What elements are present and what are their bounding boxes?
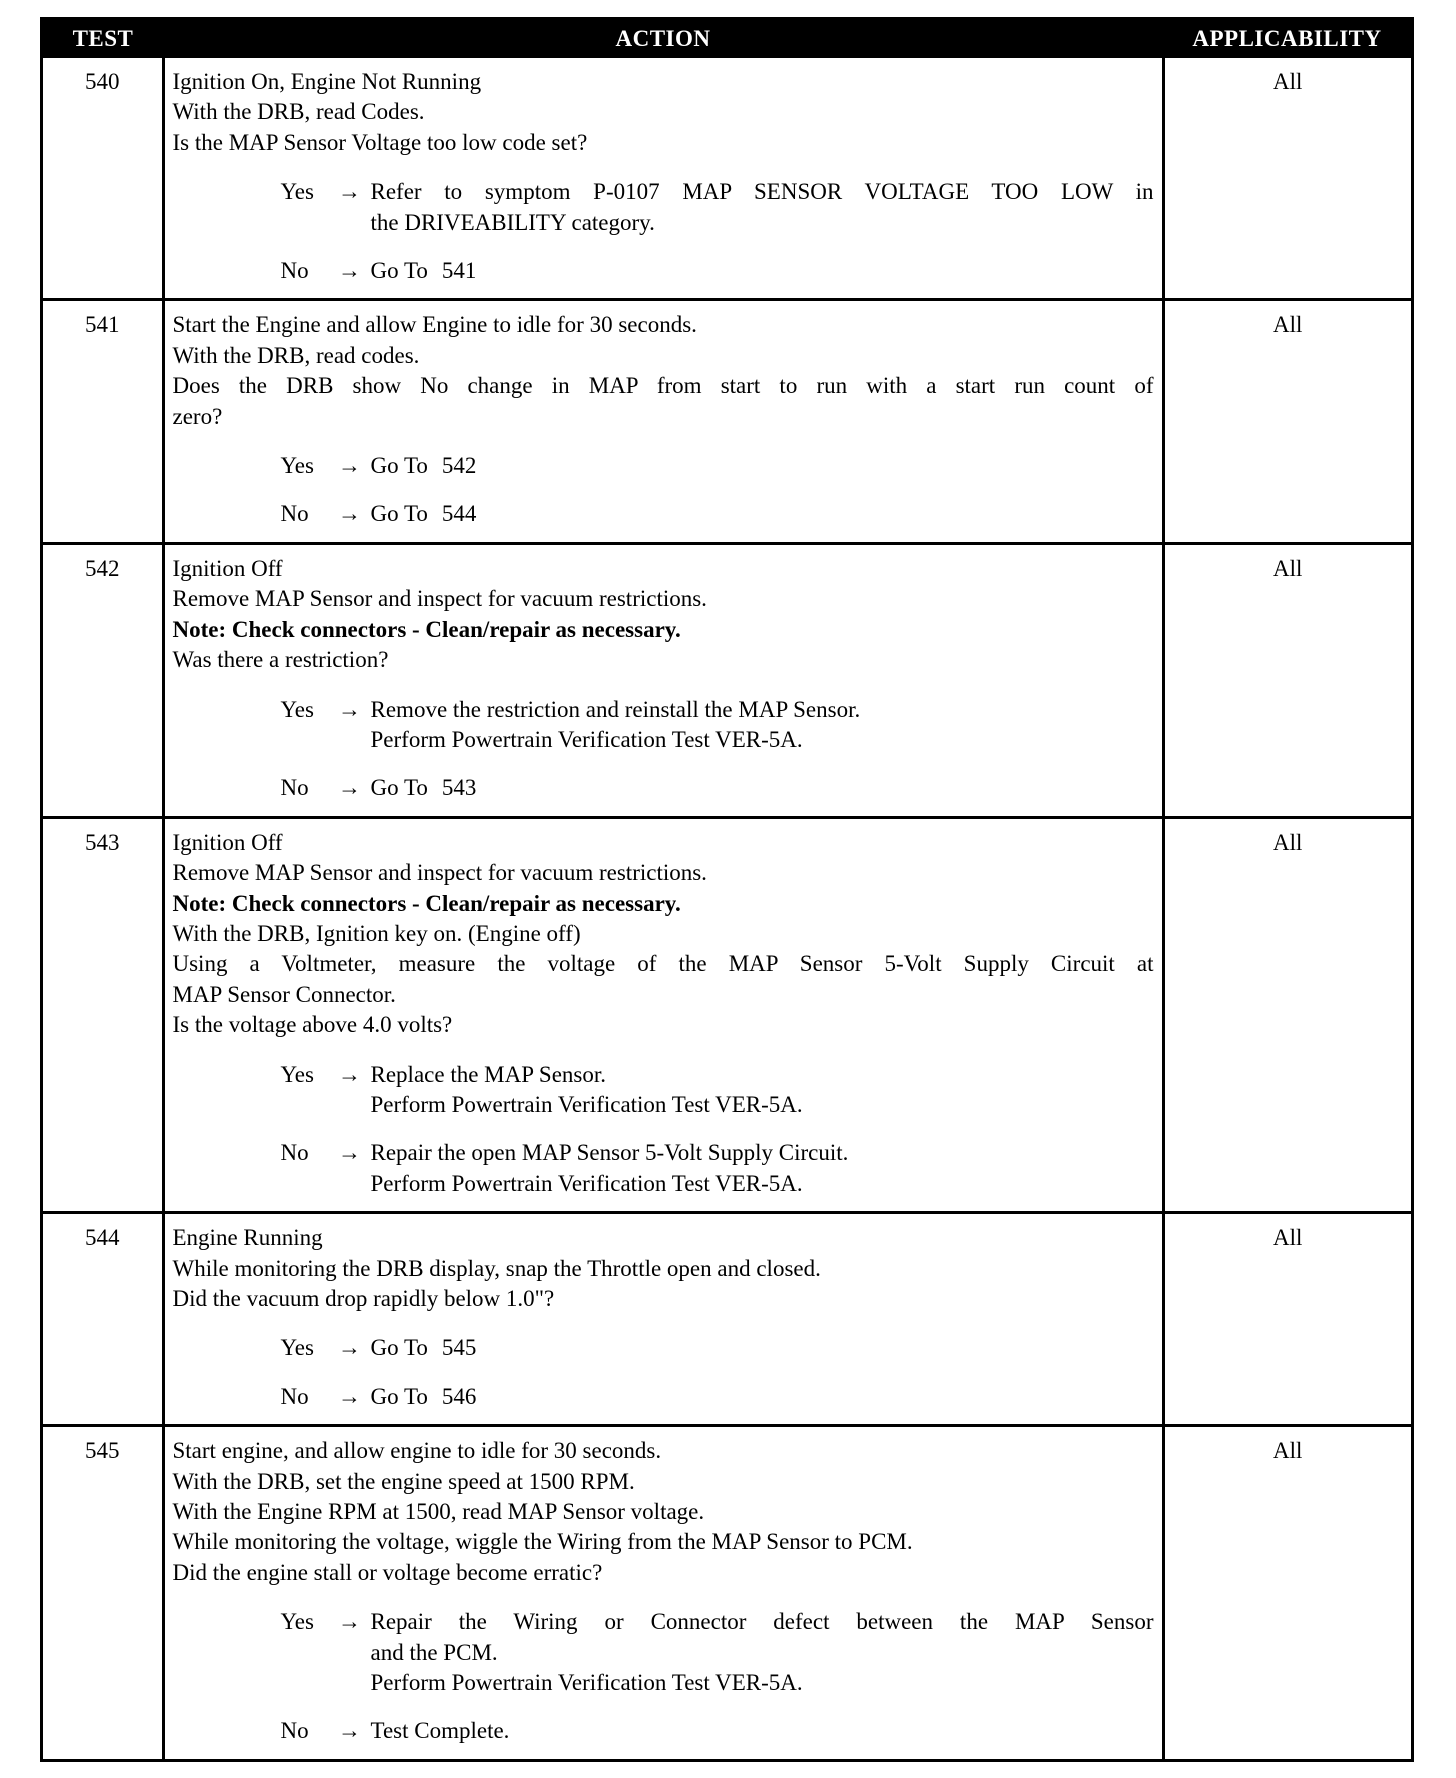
action-cell	[163, 543, 1163, 817]
outcome-line: Remove the restriction and reinstall the MAP Sensor.	[370, 696, 861, 722]
action-step: Remove MAP Sensor and inspect for vacuum restrictions.	[172, 586, 707, 612]
outcome-label: Yes	[280, 453, 314, 479]
applicability: All	[1163, 1426, 1411, 1759]
outcome-line: the DRIVEABILITY category.	[370, 209, 655, 235]
outcome-text	[371, 695, 1154, 756]
outcome-no	[281, 499, 1154, 529]
right-arrow-icon: →	[338, 1140, 361, 1166]
action-step: Is the voltage above 4.0 volts?	[172, 1012, 453, 1038]
table-row	[43, 1213, 1411, 1426]
action-step: Engine Running	[172, 1225, 323, 1251]
header-row	[43, 20, 1411, 58]
outcome-yes	[281, 1060, 1154, 1121]
outcome-line: Repair the Wiring or Connector defect between the MAP Sensor	[370, 1609, 1154, 1635]
right-arrow-icon: →	[338, 501, 361, 527]
test-number: 545	[43, 1426, 163, 1759]
goto-label: Go To	[370, 775, 428, 801]
action-steps	[173, 554, 1154, 676]
outcome-no	[281, 773, 1154, 803]
test-number: 541	[43, 300, 163, 543]
action-step: With the DRB, read Codes.	[172, 99, 425, 125]
header-applicability: APPLICABILITY	[1163, 20, 1411, 58]
outcome-label: Yes	[280, 1609, 314, 1635]
action-step: Start engine, and allow engine to idle for 30 seconds.	[172, 1438, 662, 1464]
goto-reference	[371, 775, 477, 800]
outcome-label: No	[280, 1718, 309, 1744]
outcome-yes	[281, 1333, 1154, 1363]
action-cell	[163, 1213, 1163, 1426]
right-arrow-icon: →	[338, 453, 361, 479]
action-step: Was there a restriction?	[172, 647, 389, 673]
action-step: With the DRB, set the engine speed at 1500 RPM.	[172, 1468, 635, 1494]
outcomes	[281, 177, 1154, 286]
goto-test-number: 542	[441, 453, 477, 479]
test-table	[43, 20, 1411, 1759]
outcome-line: Perform Powertrain Verification Test VER-5A.	[370, 1091, 803, 1117]
applicability: All	[1163, 543, 1411, 817]
goto-test-number: 545	[441, 1335, 477, 1361]
outcome-text	[371, 1333, 1154, 1363]
applicability: All	[1273, 69, 1303, 94]
outcome-line: Perform Powertrain Verification Test VER-5A.	[370, 1670, 803, 1696]
outcome-text	[371, 1138, 1154, 1199]
outcome-text	[371, 773, 1154, 803]
action-step: Did the vacuum drop rapidly below 1.0"?	[172, 1286, 555, 1311]
table-row	[43, 543, 1411, 817]
action-steps	[173, 310, 1154, 432]
outcomes	[281, 1607, 1154, 1747]
outcome-yes	[281, 451, 1154, 481]
outcome-line: Test Complete.	[370, 1718, 510, 1744]
goto-reference	[371, 453, 477, 478]
action-cell	[163, 817, 1163, 1212]
outcomes	[281, 1060, 1154, 1200]
right-arrow-icon: →	[338, 775, 361, 801]
outcome-yes	[281, 1607, 1154, 1698]
test-number: 543	[43, 817, 163, 1212]
diagnostic-test-table	[40, 17, 1414, 1762]
goto-test-number: 543	[441, 775, 477, 801]
action-step: zero?	[172, 403, 223, 429]
right-arrow-icon: →	[338, 179, 361, 205]
action-steps	[173, 1223, 1154, 1314]
outcome-label: No	[280, 775, 309, 801]
goto-test-number: 546	[441, 1383, 477, 1409]
action-step: While monitoring the voltage, wiggle the Wiring from the MAP Sensor to PCM.	[172, 1529, 913, 1555]
outcome-label: No	[280, 258, 309, 284]
outcome-label: Yes	[280, 1061, 314, 1087]
table-row	[43, 1426, 1411, 1759]
outcome-line: Refer to symptom P-0107 MAP SENSOR VOLTAGE TOO LOW in	[370, 179, 1154, 205]
action-step: With the DRB, read codes.	[172, 342, 420, 368]
action-cell	[163, 58, 1163, 300]
table-row	[43, 58, 1411, 300]
outcome-text	[371, 177, 1154, 238]
outcome-label: Yes	[280, 1335, 314, 1361]
action-note: Note: Check connectors - Clean/repair as necessary.	[172, 616, 681, 642]
goto-label: Go To	[370, 258, 428, 284]
outcome-no	[281, 1138, 1154, 1199]
outcome-line: Repair the open MAP Sensor 5-Volt Supply Circuit.	[370, 1140, 849, 1166]
outcome-yes	[281, 177, 1154, 238]
header-action: ACTION	[163, 20, 1163, 58]
outcome-line: Replace the MAP Sensor.	[370, 1061, 607, 1087]
outcome-label: No	[280, 1140, 309, 1166]
outcome-yes	[281, 695, 1154, 756]
action-step: With the Engine RPM at 1500, read MAP Sensor voltage.	[172, 1499, 705, 1525]
action-step: Start the Engine and allow Engine to idle for 30 seconds.	[172, 312, 697, 338]
outcome-no	[281, 1382, 1154, 1412]
goto-reference	[371, 258, 477, 283]
right-arrow-icon: →	[338, 1061, 361, 1087]
action-step: With the DRB, Ignition key on. (Engine off)	[172, 920, 581, 946]
action-step: MAP Sensor Connector.	[172, 981, 396, 1007]
action-step: Ignition Off	[172, 555, 283, 581]
outcomes	[281, 451, 1154, 530]
outcome-text	[371, 1382, 1154, 1412]
test-number: 544	[43, 1213, 163, 1426]
outcome-line: Perform Powertrain Verification Test VER-5A.	[370, 1170, 803, 1196]
outcome-text	[371, 1607, 1154, 1698]
action-step: Using a Voltmeter, measure the voltage of the MAP Sensor 5-Volt Supply Circuit at	[172, 951, 1154, 977]
action-steps	[173, 1436, 1154, 1588]
right-arrow-icon: →	[338, 1609, 361, 1635]
action-steps	[173, 67, 1154, 158]
goto-reference	[371, 1384, 477, 1409]
goto-reference	[371, 1335, 477, 1360]
action-cell	[163, 1426, 1163, 1759]
table-row	[43, 300, 1411, 543]
outcome-label: No	[280, 1383, 309, 1409]
goto-label: Go To	[370, 1383, 428, 1409]
right-arrow-icon: →	[338, 696, 361, 722]
outcome-no	[281, 1716, 1154, 1746]
outcome-text	[371, 256, 1154, 286]
outcomes	[281, 695, 1154, 804]
right-arrow-icon: →	[338, 258, 361, 284]
outcome-line: Perform Powertrain Verification Test VER-5A.	[370, 726, 803, 752]
goto-test-number: 541	[441, 258, 477, 284]
action-note: Note: Check connectors - Clean/repair as necessary.	[172, 890, 681, 916]
outcome-no	[281, 256, 1154, 286]
action-step: Ignition On, Engine Not Running	[172, 69, 482, 94]
outcome-line: and the PCM.	[370, 1639, 498, 1665]
outcome-label: Yes	[280, 179, 314, 205]
outcome-text	[371, 499, 1154, 529]
goto-label: Go To	[370, 453, 428, 479]
test-number: 540	[85, 69, 120, 94]
action-step: Did the engine stall or voltage become erratic?	[172, 1559, 603, 1585]
action-step: Is the MAP Sensor Voltage too low code set?	[172, 129, 588, 155]
table-row	[43, 817, 1411, 1212]
action-step: While monitoring the DRB display, snap the Throttle open and closed.	[172, 1255, 821, 1281]
right-arrow-icon: →	[338, 1383, 361, 1409]
goto-label: Go To	[370, 1335, 428, 1361]
right-arrow-icon: →	[338, 1718, 361, 1744]
applicability: All	[1163, 300, 1411, 543]
outcomes	[281, 1333, 1154, 1412]
right-arrow-icon: →	[338, 1335, 361, 1361]
outcome-text	[371, 451, 1154, 481]
applicability: All	[1163, 817, 1411, 1212]
outcome-text	[371, 1716, 1154, 1746]
applicability: All	[1163, 1213, 1411, 1426]
outcome-label: Yes	[280, 696, 314, 722]
outcome-label: No	[280, 501, 309, 527]
header-test: TEST	[43, 20, 163, 58]
goto-reference	[371, 501, 477, 526]
outcome-text	[371, 1060, 1154, 1121]
action-step: Ignition Off	[172, 829, 283, 855]
action-step: Does the DRB show No change in MAP from start to run with a start run count of	[172, 373, 1154, 399]
action-step: Remove MAP Sensor and inspect for vacuum restrictions.	[172, 860, 707, 886]
goto-label: Go To	[370, 501, 428, 527]
action-cell	[163, 300, 1163, 543]
goto-test-number: 544	[441, 501, 477, 527]
action-steps	[173, 828, 1154, 1041]
test-number: 542	[43, 543, 163, 817]
